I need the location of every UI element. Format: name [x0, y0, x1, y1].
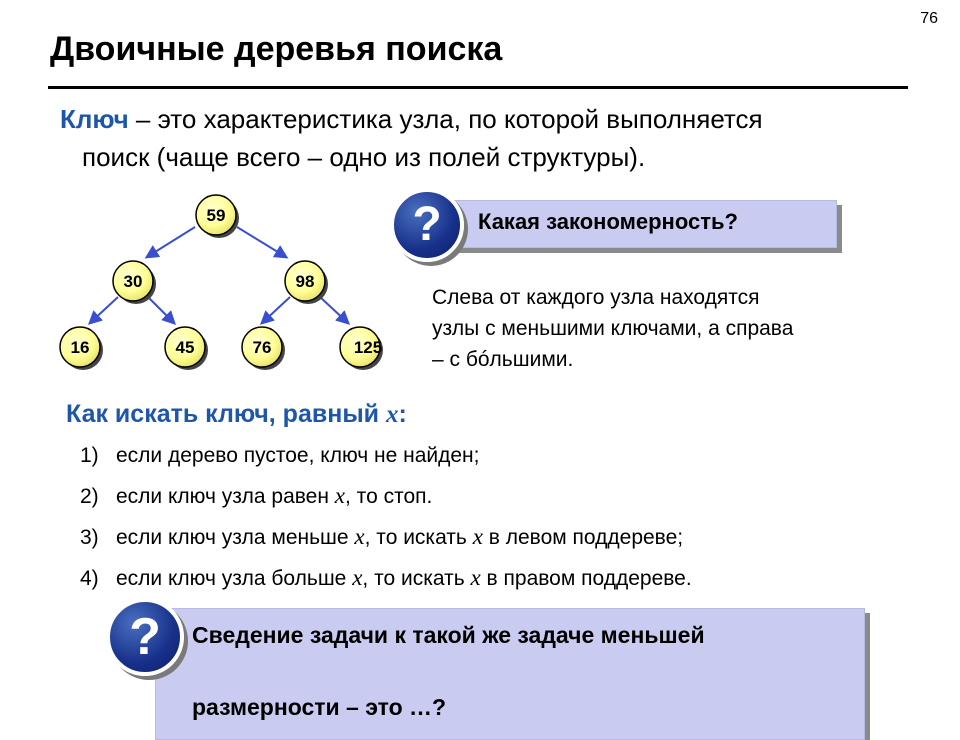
list-item [80, 476, 692, 517]
question-mark-icon: ? [390, 188, 464, 262]
step-text: если ключ узла меньше [116, 526, 355, 549]
step-text: если дерево пустое, ключ не найден; [116, 444, 480, 467]
step-number: 1) [80, 444, 99, 467]
list-item [80, 558, 692, 599]
edge-98-76 [262, 297, 290, 323]
step-text: если ключ узла больше [116, 567, 353, 590]
step-text: в правом поддереве. [480, 567, 692, 590]
tree-node-30 [113, 261, 156, 304]
search-heading-var: x [385, 401, 399, 428]
answer-line-2: узлы с меньшими ключами, а справа [432, 317, 794, 340]
tree-node-45 [165, 327, 208, 370]
step-var: x [472, 524, 483, 549]
answer-line-1: Слева от каждого узла находятся [432, 286, 760, 309]
intro-line-1: – это характеристика узла, по которой выполняется [128, 104, 763, 134]
step-var: x [354, 524, 365, 549]
step-text: в левом поддереве; [482, 526, 684, 549]
node-label: 30 [123, 272, 143, 291]
search-heading [66, 400, 407, 429]
node-label: 16 [70, 338, 90, 357]
edge-30-45 [148, 297, 174, 323]
question-2-line-1: Сведение задачи к такой же задаче меньшей [192, 622, 705, 648]
tree-node-59 [196, 195, 239, 238]
search-heading-text: Как искать ключ, равный [66, 400, 386, 428]
slide-title: Двоичные деревья поиска [50, 30, 503, 68]
edge-98-125 [320, 297, 348, 323]
intro-line-2: поиск (чаще всего – одно из полей структуры). [82, 142, 646, 172]
step-text: , то искать [364, 526, 473, 549]
step-text: , то искать [362, 567, 471, 590]
step-var: x [334, 483, 346, 508]
question-1-text: Какая закономерность? [478, 209, 738, 234]
step-number: 2) [80, 485, 99, 508]
node-label: 59 [206, 206, 226, 225]
node-label: 45 [175, 338, 195, 357]
tree-node-98 [285, 261, 328, 304]
step-var: x [352, 565, 363, 590]
question-2-line-2: размерности – это …? [192, 694, 447, 720]
title-divider [48, 86, 908, 89]
step-number: 3) [80, 526, 99, 549]
answer-line-3: – с бóльшими. [432, 348, 574, 371]
step-var: x [470, 565, 481, 590]
search-steps-list [80, 436, 692, 599]
list-item [80, 517, 692, 558]
step-text: если ключ узла равен [116, 485, 335, 508]
search-heading-colon: : [398, 400, 407, 428]
answer-paragraph [432, 282, 902, 375]
node-label: 98 [295, 272, 315, 291]
node-label: 76 [252, 338, 272, 357]
question-2-text [192, 617, 872, 725]
question-mark-icon: ? [106, 598, 184, 676]
edge-59-30 [147, 227, 195, 257]
edge-30-16 [90, 297, 118, 323]
step-number: 4) [80, 567, 99, 590]
tree-node-125 [340, 327, 383, 370]
list-item [80, 436, 692, 476]
tree-node-16 [60, 327, 103, 370]
keyword-term: Ключ [60, 104, 129, 134]
page-number: 76 [920, 10, 938, 27]
question-2-spacer [192, 653, 872, 689]
binary-search-tree-diagram [50, 185, 400, 385]
tree-node-76 [242, 327, 285, 370]
node-label: 125 [353, 338, 383, 357]
edge-59-98 [237, 227, 286, 257]
step-text: , то стоп. [345, 485, 433, 508]
intro-paragraph [60, 100, 930, 176]
